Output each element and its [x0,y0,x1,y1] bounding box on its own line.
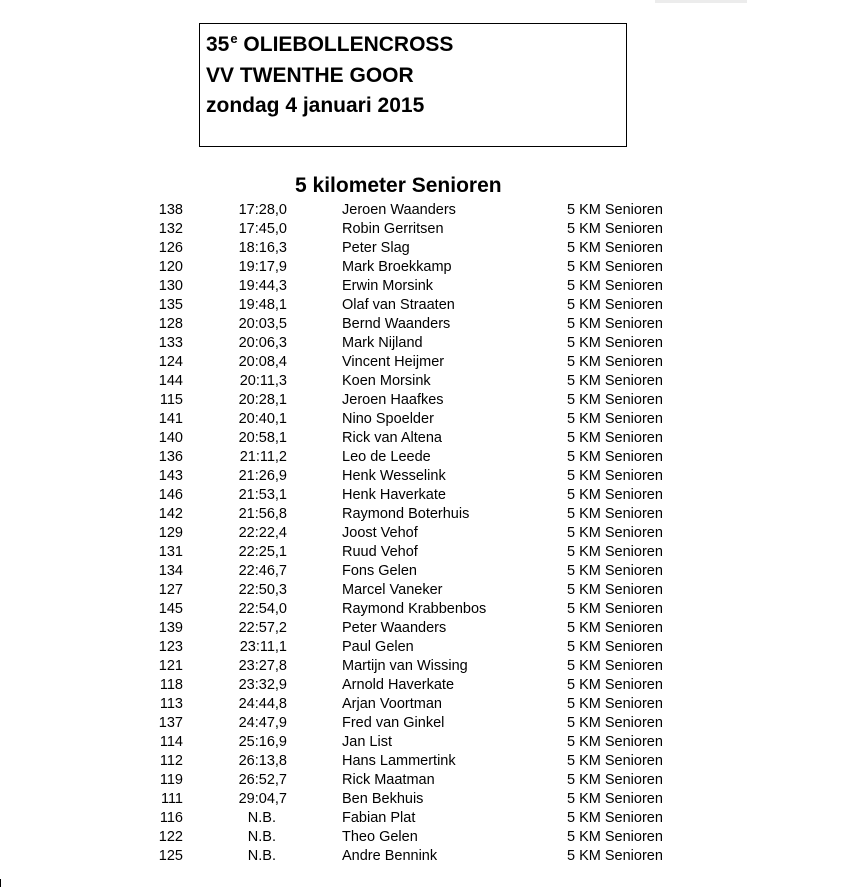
finish-time: 19:48,1 [238,297,287,313]
page-corner-mark [655,0,747,3]
results-list [0,201,864,866]
finish-time: 21:11,2 [239,449,287,465]
start-number: 125 [158,848,183,864]
runner-name: Arnold Haverkate [342,677,455,693]
category: 5 KM Senioren [567,639,663,655]
category: 5 KM Senioren [567,582,663,598]
result-row [0,733,864,752]
runner-name: Marcel Vaneker [342,582,443,598]
runner-name: Martijn van Wissing [342,658,468,674]
start-number: 137 [158,715,183,731]
finish-time: N.B. [247,848,276,864]
result-row [0,486,864,505]
finish-time: 21:56,8 [238,506,287,522]
category: 5 KM Senioren [567,449,663,465]
category: 5 KM Senioren [567,430,663,446]
runner-name: Mark Broekkamp [342,259,452,275]
result-row [0,220,864,239]
runner-name: Henk Haverkate [342,487,446,503]
result-row [0,657,864,676]
result-row [0,353,864,372]
category: 5 KM Senioren [567,278,663,294]
runner-name: Peter Waanders [342,620,447,636]
ordinal-suffix: e [230,31,238,46]
category: 5 KM Senioren [567,411,663,427]
runner-name: Mark Nijland [342,335,423,351]
start-number: 118 [159,677,183,693]
category: 5 KM Senioren [567,601,663,617]
category: 5 KM Senioren [567,487,663,503]
result-row [0,391,864,410]
result-row [0,239,864,258]
result-row [0,296,864,315]
category: 5 KM Senioren [567,354,663,370]
runner-name: Paul Gelen [342,639,414,655]
start-number: 131 [158,544,183,560]
finish-time: 20:11,3 [239,373,287,389]
result-row [0,847,864,866]
runner-name: Nino Spoelder [342,411,434,427]
runner-name: Fabian Plat [342,810,416,826]
result-row [0,410,864,429]
runner-name: Bernd Waanders [342,316,451,332]
start-number: 134 [158,563,183,579]
start-number: 114 [159,734,183,750]
start-number: 143 [158,468,183,484]
start-number: 141 [158,411,183,427]
start-number: 133 [158,335,183,351]
runner-name: Ben Bekhuis [342,791,424,807]
finish-time: 22:46,7 [238,563,287,579]
finish-time: 22:25,1 [238,544,287,560]
result-row [0,543,864,562]
finish-time: 22:50,3 [238,582,287,598]
result-row [0,619,864,638]
start-number: 121 [158,658,183,674]
runner-name: Peter Slag [342,240,410,256]
result-row [0,562,864,581]
runner-name: Raymond Krabbenbos [342,601,487,617]
start-number: 145 [158,601,183,617]
category: 5 KM Senioren [567,202,663,218]
result-row [0,315,864,334]
start-number: 139 [158,620,183,636]
result-row [0,429,864,448]
start-number: 115 [159,392,183,408]
finish-time: 29:04,7 [238,791,287,807]
finish-time: 26:52,7 [238,772,287,788]
runner-name: Henk Wesselink [342,468,446,484]
category: 5 KM Senioren [567,848,663,864]
category: 5 KM Senioren [567,753,663,769]
finish-time: 19:17,9 [238,259,287,275]
event-header-box [199,23,627,147]
category: 5 KM Senioren [567,221,663,237]
start-number: 135 [158,297,183,313]
result-row [0,638,864,657]
result-row [0,695,864,714]
finish-time: 20:03,5 [238,316,287,332]
runner-name: Erwin Morsink [342,278,434,294]
start-number: 122 [158,829,183,845]
category: 5 KM Senioren [567,772,663,788]
runner-name: Arjan Voortman [342,696,442,712]
runner-name: Jan List [342,734,392,750]
category: 5 KM Senioren [567,544,663,560]
category: 5 KM Senioren [567,335,663,351]
start-number: 129 [158,525,183,541]
result-row [0,505,864,524]
start-number: 138 [158,202,183,218]
finish-time: 21:26,9 [238,468,287,484]
category: 5 KM Senioren [567,677,663,693]
result-row [0,467,864,486]
result-row [0,676,864,695]
category: 5 KM Senioren [567,373,663,389]
result-row [0,372,864,391]
finish-time: 23:11,1 [239,639,287,655]
runner-name: Theo Gelen [342,829,418,845]
result-row [0,790,864,809]
runner-name: Olaf van Straaten [342,297,455,313]
start-number: 119 [159,772,183,788]
start-number: 136 [158,449,183,465]
result-row [0,714,864,733]
finish-time: 22:57,2 [238,620,287,636]
runner-name: Leo de Leede [342,449,431,465]
category: 5 KM Senioren [567,316,663,332]
start-number: 116 [159,810,183,826]
category: 5 KM Senioren [567,620,663,636]
result-row [0,524,864,543]
finish-time: 20:40,1 [238,411,287,427]
runner-name: Andre Bennink [342,848,438,864]
event-date: zondag 4 januari 2015 [206,94,425,117]
result-row [0,448,864,467]
start-number: 123 [158,639,183,655]
category: 5 KM Senioren [567,297,663,313]
finish-time: 20:58,1 [238,430,287,446]
finish-time: 18:16,3 [238,240,287,256]
start-number: 113 [159,696,183,712]
finish-time: 23:27,8 [238,658,287,674]
result-row [0,771,864,790]
finish-time: N.B. [247,810,276,826]
runner-name: Jeroen Haafkes [342,392,444,408]
category: 5 KM Senioren [567,468,663,484]
margin-tick [0,879,1,887]
finish-time: 20:06,3 [238,335,287,351]
category: 5 KM Senioren [567,259,663,275]
runner-name: Koen Morsink [342,373,431,389]
runner-name: Vincent Heijmer [342,354,445,370]
result-row [0,201,864,220]
runner-name: Robin Gerritsen [342,221,444,237]
result-row [0,828,864,847]
category: 5 KM Senioren [567,829,663,845]
category: 5 KM Senioren [567,392,663,408]
category: 5 KM Senioren [567,715,663,731]
event-title: 35e OLIEBOLLENCROSS [206,31,454,56]
result-row [0,752,864,771]
section-title: 5 kilometer Senioren [295,174,502,197]
finish-time: N.B. [247,829,276,845]
runner-name: Joost Vehof [342,525,418,541]
start-number: 111 [160,791,183,807]
start-number: 128 [158,316,183,332]
result-row [0,258,864,277]
start-number: 132 [158,221,183,237]
finish-time: 22:22,4 [238,525,287,541]
runner-name: Jeroen Waanders [342,202,456,218]
start-number: 146 [158,487,183,503]
finish-time: 19:44,3 [238,278,287,294]
start-number: 112 [159,753,183,769]
runner-name: Fred van Ginkel [342,715,445,731]
category: 5 KM Senioren [567,240,663,256]
runner-name: Raymond Boterhuis [342,506,470,522]
start-number: 127 [158,582,183,598]
finish-time: 17:28,0 [238,202,287,218]
finish-time: 20:08,4 [238,354,287,370]
result-row [0,600,864,619]
start-number: 126 [158,240,183,256]
start-number: 124 [158,354,183,370]
finish-time: 20:28,1 [238,392,287,408]
finish-time: 26:13,8 [238,753,287,769]
result-row [0,809,864,828]
category: 5 KM Senioren [567,734,663,750]
result-row [0,277,864,296]
runner-name: Hans Lammertink [342,753,456,769]
category: 5 KM Senioren [567,506,663,522]
start-number: 120 [158,259,183,275]
category: 5 KM Senioren [567,791,663,807]
runner-name: Rick van Altena [342,430,442,446]
start-number: 142 [158,506,183,522]
category: 5 KM Senioren [567,525,663,541]
finish-time: 24:47,9 [238,715,287,731]
start-number: 140 [158,430,183,446]
runner-name: Fons Gelen [342,563,417,579]
finish-time: 24:44,8 [238,696,287,712]
runner-name: Rick Maatman [342,772,435,788]
finish-time: 25:16,9 [238,734,287,750]
category: 5 KM Senioren [567,563,663,579]
start-number: 144 [158,373,183,389]
finish-time: 22:54,0 [238,601,287,617]
category: 5 KM Senioren [567,696,663,712]
start-number: 130 [158,278,183,294]
finish-time: 17:45,0 [238,221,287,237]
result-row [0,334,864,353]
category: 5 KM Senioren [567,810,663,826]
category: 5 KM Senioren [567,658,663,674]
finish-time: 21:53,1 [238,487,287,503]
club-name: VV TWENTHE GOOR [206,64,414,87]
result-row [0,581,864,600]
runner-name: Ruud Vehof [342,544,418,560]
finish-time: 23:32,9 [238,677,287,693]
